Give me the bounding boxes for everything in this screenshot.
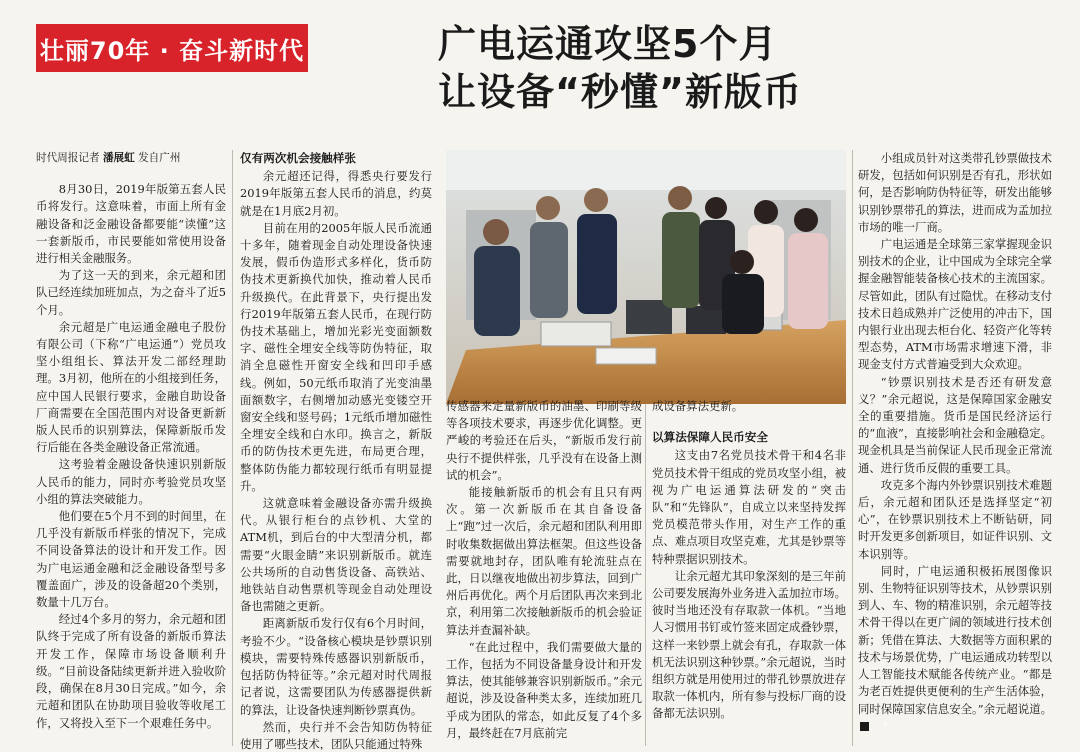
headline-line-1: 广电运通攻坚5个月 [438, 22, 778, 66]
paragraph: “在此过程中，我们需要做大量的工作，包括为不同设备量身设计和开发算法，使其能够兼容识别新版币。”余元超说，涉及设备种类太多，连续加班几乎成为团队的常态，如此反复了4个多月，最终赶在7月底前完 [446, 639, 642, 740]
byline [36, 150, 226, 167]
paragraph: 距离新版币发行仅有6个月时间，考验不少。“设备核心模块是钞票识别模块，需要特殊传感器识别新版币，包括防伪特征等。”余元超对时代周报记者说，这需要团队为传感器提供新的算法，让设备快速判断钞票真伪。 [240, 616, 432, 717]
article-column-3 [446, 398, 642, 750]
paragraph-text: 同时，广电运通积极拓展图像识别、生物特征识别等技术，从钞票识别到人、车、物的精准识别，余元超等技术骨干得以在更广阔的领域进行技术创新；凭借在算法、大数据等方面积累的技术与场景优势，广电运通成功转型以人工智能技术赋能各传统产业。“都是为老百姓提供更便利的生产生活体验，同时保障国家信息安全。”余元超说道。 [858, 563, 1052, 716]
article-column-2 [240, 150, 432, 750]
paragraph: 经过4个多月的努力，余元超和团队终于完成了所有设备的新版币算法开发工作，保障市场设备顺利升级。“目前设备陆续更新并进入验收阶段，确保在8月30日完成。”如今，余元超和团队在协助项目验收等收尾工作，又将投入至下一个艰难任务中。 [36, 612, 226, 730]
headline [438, 20, 878, 116]
paragraph: 传感器来定量新版币的油墨、印刷等级等各项技术要求，再逐步优化调整。更严峻的考验还在后头，“新版币发行前央行不提供样张，几乎没有在设备上测试的机会”。 [446, 399, 642, 482]
column-divider [232, 150, 233, 746]
paragraph: 他们要在5个月不到的时间里，在几乎没有新版币样张的情况下，完成不同设备算法的设计和开发工作。因为广电运通金融和泛金融设备型号多覆盖面广，涉及的设备超20个类别，数量十几万台。 [36, 509, 226, 610]
paragraph: 目前在用的2005年版人民币流通十多年，随着现金自动处理设备快速发展，假币伪造形式多样化，货币防伪技术更新换代加快，推动着人民币升级换代。在此背景下，央行提出发行2019年版第五套人民币，在现行防伪技术基础上，增加光彩光变面额数字、磁性全埋安全线等防伪特征，取消全息磁性开窗安全线和凹印手感线。例如，50元纸币取消了光变油墨面额数字，右侧增加动感光变镂空开窗安全线和竖号码；1元纸币增加磁性全埋安全线和白水印。换言之，新版币的防伪技术更先进，布局更合理，整体防伪能力都较现行纸币有明显提升。 [240, 220, 432, 493]
end-mark-icon: T [860, 722, 869, 731]
section-heading: 仅有两次机会接触样张 [240, 151, 356, 165]
paragraph: 攻克多个海内外钞票识别技术难题后，余元超和团队还是选择坚定“初心”，在钞票识别技术上不断钻研，同时开发更多创新项目，如证件识别、文本识别等。 [858, 477, 1052, 561]
paragraph: 这考验着金融设备快速识别新版人民币的能力，同时亦考验党员攻坚小组的算法突破能力。 [36, 457, 226, 506]
paragraph: 小组成员针对这类带孔钞票做技术研发，包括如何识别是否有孔，形状如何，是否影响防伪特征等，研发出能够识别钞票带孔的算法，进而成为孟加拉市场的唯一厂商。 [858, 151, 1052, 234]
section-banner: 壮丽70年 · 奋斗新时代 [36, 24, 308, 72]
article-column-1 [36, 150, 226, 750]
article-column-5 [858, 150, 1052, 750]
byline-author: 潘展虹 [102, 152, 135, 164]
headline-line-2: 让设备“秒懂”新版币 [438, 70, 802, 114]
column-divider [852, 150, 853, 746]
byline-prefix: 时代周报记者 [36, 152, 100, 164]
paragraph: 让余元超尤其印象深刻的是三年前公司要发展海外业务进入孟加拉市场。彼时当地还没有存取款一体机。“当地人习惯用书钉或竹签来固定成叠钞票，这样一来钞票上就会有孔，存取款一体机无法识别这种钞票。”余元超说，当时组织方就是用使用过的带孔钞票放进存取款一体机内，所有参与投标厂商的设备都无法识别。 [652, 568, 846, 721]
paragraph: 这就意味着金融设备亦需升级换代。从银行柜台的点钞机、大堂的ATM机，到后台的中大型清分机，都需要“火眼金睛”来识别新版币。就连公共场所的自动售货设备、高铁站、地铁站自动售票机等现金自动处理设备也需随之更新。 [240, 496, 432, 614]
team-photo-illustration [446, 150, 846, 404]
column-divider [645, 404, 646, 746]
paragraph: 8月30日，2019年版第五套人民币将发行。这意味着，市面上所有金融设备和泛金融设备都要能“读懂”这一套新版币，市民要能如常使用设备进行相关金融服务。 [36, 182, 226, 266]
paragraph: 这支由7名党员技术骨干和4名非党员技术骨干组成的党员攻坚小组，被视为广电运通算法研发的“突击队”和“先锋队”，自成立以来坚持发挥党员模范带头作用，对生产工作的重点、难点项目攻坚克难，尤其是钞票等特种票据识别技术。 [652, 448, 846, 566]
paragraph: 余元超是广电运通金融电子股份有限公司（下称“广电运通”）党员攻坚小组组长、算法开发二部经理助理。3月初，他所在的小组接到任务，应中国人民银行要求，金融自助设备厂商需要在全国范围内对设备更新新版人民币的识别算法，保障新版币发行后能在各类金融设备正常流通。 [36, 319, 226, 455]
article-column-4 [652, 398, 846, 750]
paragraph: 广电运通是全球第三家掌握现金识别技术的企业，让中国成为全球完全掌握金融智能装备核心技术的主流国家。尽管如此，团队有过隐忧。在移动支付技术日趋成熟并广泛使用的冲击下，国内银行业出现去柜台化、轻资产化等转型态势，ATM市场需求增速下滑，非现金支付方式普遍受到大众欢迎。 [858, 237, 1052, 372]
paragraph: 成设备算法更新。 [652, 399, 744, 413]
byline-suffix: 发自广州 [138, 152, 181, 164]
section-heading: 以算法保障人民币安全 [652, 430, 768, 445]
paragraph: 能接触新版币的机会有且只有两次。第一次新版币在其自备设备上“跑”过一次后，余元超和团队利用即时收集数据做出算法框架。但这些设备需要就地封存，团队唯有轮流驻点在此，日以继夜地做出初步算法，回到广州后再优化。两个月后团队再次来到北京，利用第二次接触新版币的机会验证算法并查漏补缺。 [446, 485, 642, 637]
paragraph: 余元超还记得，得悉央行要发行2019年版第五套人民币的消息，约莫就是在1月底2月初。 [240, 169, 432, 218]
paragraph: 为了这一天的到来，余元超和团队已经连续加班加点，为之奋斗了近5个月。 [36, 268, 226, 317]
paragraph: “钞票识别技术是否还有研发意义？”余元超说，这是保障国家金融安全的重要措施。货币是国民经济运行的“血液”，直接影响社会和金融稳定。现金机具是当前保证人民币现金正常流通、进行货币反假的重要工具。 [858, 374, 1052, 475]
team-photo [446, 150, 846, 404]
paragraph [858, 563, 1052, 735]
paragraph: 然而，央行并不会告知防伪特征使用了哪些技术，团队只能通过特殊 [240, 719, 432, 750]
